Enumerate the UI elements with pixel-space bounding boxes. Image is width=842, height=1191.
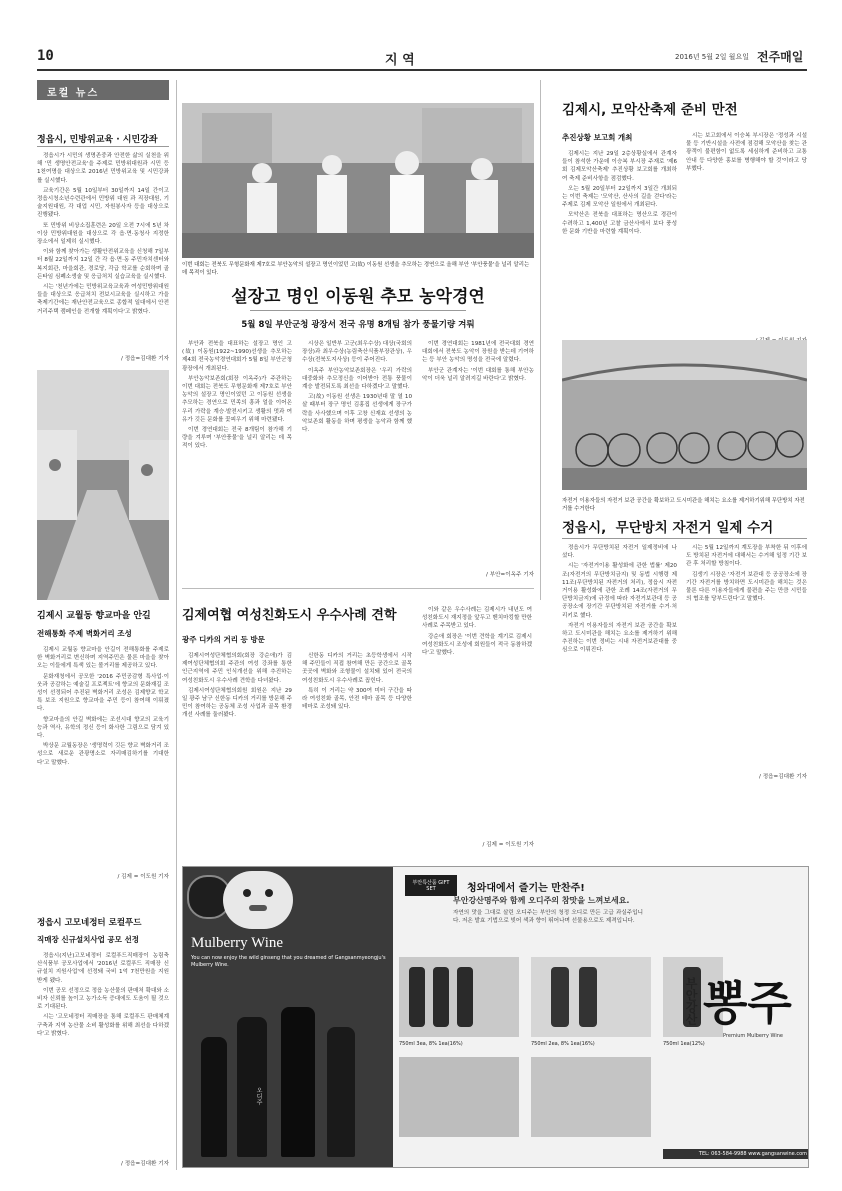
ad-left-panel bbox=[183, 867, 393, 1167]
paragraph: 김제시여성단체협의회원 회원은 지난 29일 광주 남구 신한동 디카의 거리를 방문해 주민이 참여하는 공동체 조성 사업과 골목 환경 개선 사례를 둘러봤다. bbox=[182, 687, 292, 719]
bottle-group bbox=[191, 1007, 391, 1167]
paragraph: 시는 '고모네정터 직매장을 통해 로컬푸드 판매체계 구축과 지역 농산물 소비 활성화를 위해 최선을 다하겠다'고 밝혔다. bbox=[37, 1014, 169, 1037]
ad-body: 자연의 맛을 그대로 살린 오디주는 부안의 청정 오디로 만든 고급 과실주입니다. 저온 발효 기법으로 빚어 색과 향이 뛰어나며 선물용으로도 제격입니다. bbox=[453, 910, 643, 925]
gift-set-label: 750ml 2ea, 8% 1ea(16%) bbox=[531, 1041, 595, 1047]
lead-headline: 설장고 명인 이동원 추모 농악경연 bbox=[231, 287, 485, 307]
bottle bbox=[327, 1027, 355, 1157]
ad-subhead: 부안강산명주와 함께 오디주의 참맛을 느껴보세요. bbox=[453, 896, 630, 905]
column-divider bbox=[540, 80, 541, 600]
text-column bbox=[302, 340, 412, 580]
text-column bbox=[422, 606, 532, 838]
text-column bbox=[422, 340, 534, 568]
bottle-label: 오디주 bbox=[255, 1087, 262, 1105]
paragraph: 김생기 시장은 '자전거 보관대 등 공공장소에 장기간 자전거를 방치하면 도시미관을 해치는 것은 물론 다른 이용자들에게 불편을 주는 만큼 시민들의 협조를 당부드린다'고 말했다. bbox=[686, 571, 807, 603]
paragraph: 문화재청에서 공모한 '2016 주민공감형 특사업·이웃과 공감하는 예술길 프로젝트'에 향교의 문화재길 조성이 선정되어 추진된 벽화거리 조성은 김제향교 학교 특 보조 지원으로 향교마을 주민 등이 참여해 이뤄졌다. bbox=[37, 673, 169, 713]
article-body bbox=[37, 952, 169, 1157]
byline: / 정읍=김대환 기자 bbox=[121, 1161, 169, 1167]
paragraph: 특히 이 거리는 약 300여 미터 구간을 따라 여성친화 골목, 안전 테마 골목 등 다양한 테마로 조성돼 있다. bbox=[302, 687, 412, 711]
section-title: 지 역 bbox=[385, 53, 415, 68]
article-headline: 김제시, 모악산축제 준비 만전 bbox=[562, 102, 738, 118]
bottle bbox=[281, 1007, 315, 1157]
text-column bbox=[686, 544, 807, 770]
paragraph: 이번 경연대회는 전국 8개팀이 참가해 기량을 겨루며 '부안풍물'을 널리 알리는 데 목적이 있다. bbox=[182, 427, 292, 450]
paragraph: 이와 같은 우수사례는 김제시가 내년도 여성친화도시 재지정을 앞두고 벤치마킹할 만한 사례로 주목받고 있다. bbox=[422, 607, 532, 630]
bicycle-photo bbox=[562, 340, 807, 490]
paragraph: 정읍시가 시민의 생명존중과 안전한 삶의 실천을 위해 '민 생명안전교육'을 주제로 민방위대원과 시민 등 1천여명을 대상으로 2016년 민방위교육 및 시민강좌를 실시했다. bbox=[37, 153, 169, 184]
lead-photo bbox=[182, 103, 534, 258]
bicycle-illustration bbox=[562, 340, 807, 490]
article-subhead: 전해통화 주제 벽화거리 조성 bbox=[37, 629, 132, 638]
masthead bbox=[37, 46, 805, 68]
photo-caption: 이번 대회는 전북도 무형문화재 제7호로 부안농악의 설장고 명인이었던 고(故) 이동원 선생을 추모하는 경연으로 올해 부안 '부안풍물'을 널리 알리는데 목적이 있다. bbox=[182, 262, 530, 276]
gift-set[interactable] bbox=[531, 957, 651, 1037]
article-headline: 김제시 교월동 향교마을 안길 bbox=[37, 611, 151, 621]
ad-contact: TEL: 063-584-9988 www.gangsanwine.com bbox=[663, 1149, 809, 1159]
article-headline: 김제여협 여성친화도시 우수사례 견학 bbox=[182, 608, 397, 623]
paragraph: 시는 5월 12일까지 계도장을 부착한 뒤 이후에도 방치된 자전거에 대해서는 수거해 일정 기간 보관 후 처리할 방침이다. bbox=[686, 545, 807, 568]
bottle bbox=[237, 1017, 267, 1157]
lead-subhead: 5월 8일 부안군청 광장서 전국 유명 8개팀 참가 풍물기량 겨뤄 bbox=[241, 320, 475, 330]
headline-rule bbox=[562, 538, 807, 539]
article-headline: 정읍시 고모네정터 로컬푸드 bbox=[37, 918, 142, 928]
byline: / 정읍=김대환 기자 bbox=[759, 774, 807, 780]
column-divider bbox=[176, 80, 177, 1170]
paragraph: 정읍시(지난)고모네정터 로컬푸드직매장이 농림축산식품부 공모사업에서 '2016년 로컬푸드 직매장 신규설치 지원사업'에 선정돼 국비 1억 7천만원을 지원받게 됐다. bbox=[37, 953, 169, 984]
paragraph: 이번 공모 선정으로 정읍 농산물의 판매처 확대와 소비자 신뢰를 높이고 농가소득 증대에도 도움이 될 것으로 기대된다. bbox=[37, 987, 169, 1011]
text-column bbox=[562, 544, 677, 774]
headline-rule bbox=[250, 310, 466, 311]
paragraph: 시는 '천년가에는 민방위교육교육과 여성민방위대원들을 대상으로 응급처치 전보시교육을 실시하고 가을축제기간에는 재난안전교육으로 종합적 일대에서 안전거리주택 캠페인을 전개할 계획이다'고 밝혔다. bbox=[37, 284, 169, 315]
issue-date: 2016년 5월 2일 월요일 bbox=[675, 53, 749, 61]
text-column bbox=[182, 652, 292, 848]
mural-photo bbox=[37, 370, 169, 600]
wine-advertisement[interactable] bbox=[182, 866, 809, 1168]
calligraphy-sub: 부안강산 bbox=[684, 977, 698, 1025]
paragraph: 부안농악보존회(회장 이옥주)가 주관하는 이번 대회는 전북도 무형문화재 제7호로 부안농악의 설장고 명인이었던 고 이동원 선생을 추모하는 경연으로 민족의 흥과 얼을 이어온 우리 가락을 계승·발전시키고 생활의 멋과 여유가 깃든 문화를 꽃피우기 위해 마련됐다. bbox=[182, 375, 292, 423]
ad-headline: 청와대에서 즐기는 만찬주! bbox=[467, 883, 585, 894]
article-body bbox=[37, 646, 169, 868]
paragraph: 또 민방위 비상소집훈련은 20일 오전 7시에 5년 차 이상 민방위대원을 대상으로 각 읍·면·동청사 지정한 장소에서 일제히 실시했다. bbox=[37, 222, 169, 246]
article-headline: 정읍시, 무단방치 자전거 일제 수거 bbox=[562, 520, 774, 536]
paragraph: 부안과 전북을 대표하는 설장고 명인 고(故) 이동원(1922~1990)선생을 추모하는 제4회 전국농악경연대회가 5월 8일 부안군청 광장에서 개최된다. bbox=[182, 341, 292, 372]
bottle bbox=[201, 1037, 227, 1157]
paragraph: 시는 보고회에서 이승복 부시장은 '정성과 시설물 등 기반시설을 사전에 점검해 모악산을 찾는 관광객이 불편함이 없도록 세심하게 준비하고 교통 안내 등 다양한 홍보를 병행해야 할 것'이라고 당부했다. bbox=[686, 133, 807, 172]
mural-illustration bbox=[37, 370, 169, 600]
page-number: 10 bbox=[37, 48, 54, 64]
section-divider bbox=[182, 588, 534, 589]
column-banner-label: 로컬 뉴스 bbox=[47, 88, 100, 99]
article-subhead: 추진상황 보고회 개최 bbox=[562, 133, 633, 142]
ad-tagline: You can now enjoy the wild ginseng that you dreamed of Gangsanmyeongju's Mulberry Wine. bbox=[191, 955, 386, 968]
column-banner bbox=[37, 80, 169, 100]
text-column bbox=[686, 132, 807, 316]
article-subhead: 직매장 신규설치사업 공모 선정 bbox=[37, 935, 140, 944]
paragraph: 강순애 회장은 '이번 견학을 계기로 김제시 여성친화도시 조성에 회원들이 적극 동참하겠다'고 말했다. bbox=[422, 633, 532, 657]
right-a2-body bbox=[562, 544, 807, 774]
paragraph: 김제시는 지난 29일 2층상황실에서 관계자들이 참석한 가운데 이승복 부시장 주재로 '제6회 김제모악산축제' 추진상황 보고회를 개최하여 축제 준비사항을 점검했다. bbox=[562, 151, 677, 182]
article-body bbox=[37, 152, 169, 352]
paragraph: 이와 함께 찾아가는 생활안전위교육을 신청해 7일부터 8월 22일까지 12일 간 각 읍·면·동 주민자치센터와 복지회관, 마을회관, 경로당, 각급 학교를 순회하며 골든타임 심폐소생술 및 응급처치 실습교육을 실시했다. bbox=[37, 249, 169, 280]
article-subhead: 광주 디카의 거리 등 방문 bbox=[182, 635, 265, 644]
ad-brand: Mulberry Wine bbox=[191, 935, 284, 951]
paragraph: 고(故) 이동원 선생은 1930년대 말 열 10살 때부터 장구 명인 김홍집 선생에게 장구가락을 사사했으며 이후 고창 신재효 선생의 농악보존회 활동을 하며 평생을 농악과 함께 했다. bbox=[302, 394, 412, 434]
lead-body bbox=[182, 340, 534, 580]
paragraph: 오는 5월 20일부터 22일까지 3일간 개최되는 이번 축제는 '모악산, 산사의 길을 걷다'라는 주제로 김제 모악산 일원에서 개최된다. bbox=[562, 185, 677, 209]
paragraph: 향교마을의 안길 벽화에는 조선시대 향교의 교육기능과 역사, 유학의 정신 등이 화사한 그림으로 담겨 있다. bbox=[37, 716, 169, 740]
masthead-rule bbox=[37, 69, 807, 71]
byline: / 정읍=김대환 기자 bbox=[121, 356, 169, 362]
photo-caption: 자전거 이용자들의 자전거 보관 공간을 확보하고 도시미관을 해치는 요소를 제거하기위해 무단방치 자전거를 수거한다 bbox=[562, 498, 805, 512]
calligraphy-en: Premium Mulberry Wine bbox=[723, 1033, 783, 1039]
paragraph: 정읍시가 무단방치된 자전거 일제정비에 나섰다. bbox=[562, 545, 677, 560]
paragraph: 김제시 교월동 향교마을 안길이 전해통화를 주제로 한 벽화거리로 변신하며 지역주민은 물론 마을을 찾아오는 이들에게 특색 있는 볼거리를 제공하고 있다. bbox=[37, 647, 169, 670]
byline: / 부안=이옥주 기자 bbox=[486, 572, 534, 578]
paragraph: 시는 '자전거이용 활성화에 관한 법률' 제20조(자전거의 무단방치금지) 및 동법 시행령 제11조(무단방치된 자전거의 처리), 정읍시 자전거이용 활성화에 관한 조례 14조(자전거의 무단방치금지)에 규정에 따라 자전거보관대 등 공공장소에 장기간 무단방치된 자전거를 수거·처리키로 했다. bbox=[562, 563, 677, 619]
paragraph: 이번 경연대회는 1981년에 전국대회 경연대회에서 전북도 농악이 장원을 받는데 기여하는 등 부안 농악의 명성을 전국에 알렸다. bbox=[422, 341, 534, 364]
paragraph: 시상은 일반부 고군(최우수상) 대상(국회의장상)과 최우수상(농림축산식품부장관상), 우수상(전북도지사상) 등이 주어진다. bbox=[302, 341, 412, 364]
gift-set[interactable] bbox=[399, 957, 519, 1037]
gift-set[interactable] bbox=[531, 1057, 651, 1137]
ad-gift-badge: 부안특산품 GIFT SET bbox=[405, 875, 457, 896]
paragraph: 교육기간은 5월 10일부터 30일까지 14일 간이고 정읍시청소년수련관에서 민방위 대원 과 직장대원, 기술지원대원, 각 대업 시민, 자원봉사자 등을 대상으로 진행됐다. bbox=[37, 187, 169, 219]
paragraph: 부안군 관계자는 '이번 대회를 통해 부안농악이 더욱 널리 알려지길 바란다'고 밝혔다. bbox=[422, 367, 534, 382]
mascot-icon bbox=[223, 871, 293, 929]
text-column bbox=[182, 340, 292, 580]
headline-rule bbox=[37, 146, 169, 147]
paragraph: 박상문 교월동장은 '생명력이 깃든 향교 벽화거리 조성으로 새로운 관광명소로 자리매김하기를 기대한다'고 말했다. bbox=[37, 743, 169, 766]
text-column bbox=[302, 652, 412, 848]
calligraphy-logo: 뽕주 bbox=[703, 976, 792, 1030]
paper-name: 전주매일 bbox=[757, 50, 804, 64]
paragraph: 신한동 디카의 거리는 초등학생에서 시작해 주민들이 직접 참여해 만든 공간으로 골목 곳곳에 벽화와 조형물이 설치돼 있어 전국의 여성친화도시 우수사례로 꼽힌다. bbox=[302, 653, 412, 684]
byline: / 김제 = 이도원 기자 bbox=[482, 842, 534, 848]
article-headline: 정읍시, 민방위교육 · 시민강좌 bbox=[37, 135, 158, 145]
dancers-illustration bbox=[182, 103, 534, 258]
text-column bbox=[562, 150, 677, 330]
gift-set-label: 750ml 1ea(12%) bbox=[663, 1041, 705, 1047]
byline: / 김제 = 이도원 기자 bbox=[117, 874, 169, 880]
paragraph: 이옥주 부안농악보존회장은 '우리 가락의 대중화와 추모정신을 이어받아 전통 풍물이 계승 발전되도록 최선을 다하겠다'고 말했다. bbox=[302, 367, 412, 391]
gift-set-label: 750ml 3ea, 8% 1ea(16%) bbox=[399, 1041, 463, 1047]
paragraph: 자전거 이용자들의 자전거 보관 공간을 확보하고 도시미관을 해치는 요소를 제거하기 위해 추진하는 이번 정비는 시내 자전거보관대를 중심으로 이뤄진다. bbox=[562, 622, 677, 654]
paragraph: 김제시여성단체협의회(회장 강순애)가 김제여성단체협의회 주관의 여성 강좌를 통한 인근지역에 주민 인식개선을 위해 추진하는 여성친화도시 우수사례 견학을 다녀왔다. bbox=[182, 653, 292, 684]
gift-set[interactable] bbox=[399, 1057, 519, 1137]
paragraph: 모악산은 전북을 대표하는 명산으로 경관이 수려하고 1,400년 고찰 금산사에서 보다 풍성한 문화 기반을 마련할 계획이다. bbox=[562, 212, 677, 235]
